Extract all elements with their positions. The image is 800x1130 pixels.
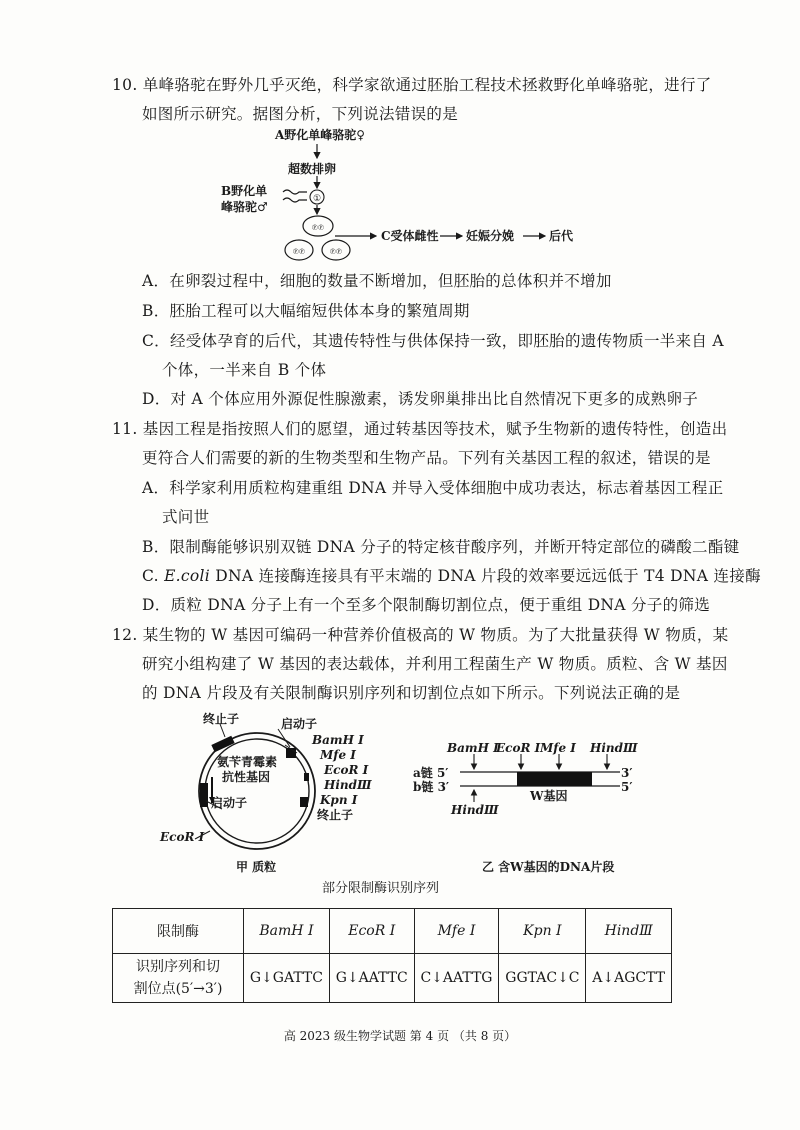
header-mfei: Mfe Ⅰ xyxy=(414,909,499,954)
fig-male-label-1: B野化单 xyxy=(221,184,268,198)
q12-stem-line1: 12. 某生物的 W 基因可编码一种营养价值极高的 W 物质。为了大批量获得 W 物质，某 xyxy=(112,626,729,644)
terminator-top-block xyxy=(211,736,234,753)
frag-a-chain: a链 5′ xyxy=(413,766,449,780)
terminator-bottom-block xyxy=(300,797,308,807)
fig-pregnancy-label: 妊娠分娩 xyxy=(466,229,515,243)
plasmid-amp-line1: 氨苄青霉素 xyxy=(217,755,278,769)
table-title: 部分限制酶识别序列 xyxy=(322,881,440,896)
seq-bamhi: G↓GATTC xyxy=(244,954,330,1003)
q10-option-c-line2: 个体，一半来自 B 个体 xyxy=(162,361,327,379)
step1-label: ① xyxy=(312,194,322,204)
seq-mfei: C↓AATTG xyxy=(414,954,499,1003)
q10-diagram-svg xyxy=(0,0,800,280)
frag-b-end: 5′ xyxy=(621,780,633,794)
q10-option-b: B．胚胎工程可以大幅缩短供体本身的繁殖周期 xyxy=(142,302,470,320)
header-kpni: Kpn Ⅰ xyxy=(499,909,586,954)
header-hindiii: HindⅢ xyxy=(586,909,672,954)
page-footer: 高 2023 级生物学试题 第 4 页 （共 8 页） xyxy=(283,1029,517,1043)
q11-option-a-line1: A．科学家利用质粒构建重组 DNA 并导入受体细胞中成功表达，标志着基因工程正 xyxy=(142,479,724,497)
frag-caption: 乙 含W基因的DNA片段 xyxy=(482,860,615,874)
plasmid-bamhi: BamH Ⅰ xyxy=(312,733,364,747)
ecoli-italic: E.coli xyxy=(164,567,211,585)
plasmid-mfei: Mfe Ⅰ xyxy=(320,748,356,762)
q10-stem-line1: 10. 单峰骆驼在野外几乎灭绝，科学家欲通过胚胎工程技术拯救野化单峰骆驼，进行了 xyxy=(112,76,712,94)
svg-text:℗℗: ℗℗ xyxy=(311,223,325,232)
q10-option-a: A．在卵裂过程中，细胞的数量不断增加，但胚胎的总体积并不增加 xyxy=(142,272,612,290)
q12-stem-line3: 的 DNA 片段及有关限制酶识别序列和切割位点如下所示。下列说法正确的是 xyxy=(142,684,681,702)
frag-gene-label: W基因 xyxy=(530,789,568,803)
plasmid-terminator-top: 终止子 xyxy=(203,712,240,726)
row-label: 识别序列和切 割位点(5′→3′) xyxy=(113,954,244,1003)
plasmid-caption: 甲 质粒 xyxy=(236,860,277,874)
svg-text:℗℗: ℗℗ xyxy=(292,247,306,256)
frag-hindiii-top: HindⅢ xyxy=(590,741,638,755)
q11-stem-line1: 11. 基因工程是指按照人们的愿望，通过转基因等技术，赋予生物新的遗传特性，创造出 xyxy=(112,420,728,438)
frag-hindiii-bottom: HindⅢ xyxy=(451,803,499,817)
plasmid-kpni: Kpn Ⅰ xyxy=(320,793,358,807)
plasmid-hindiii: HindⅢ xyxy=(324,778,372,792)
fig-offspring-label: 后代 xyxy=(549,229,574,243)
fig-recipient-label: C受体雌性 xyxy=(381,229,439,243)
plasmid-terminator-bottom: 终止子 xyxy=(317,808,354,822)
plasmid-ecori-bottom: EcoR Ⅰ xyxy=(160,830,205,844)
frag-b-chain: b链 3′ xyxy=(413,780,450,794)
table-header-row xyxy=(113,909,672,954)
sperm-2 xyxy=(283,198,307,202)
enzyme-table xyxy=(112,908,672,1003)
frag-bamhi: BamH Ⅰ xyxy=(447,741,499,755)
svg-text:℗℗: ℗℗ xyxy=(329,247,343,256)
q11-option-a-line2: 式问世 xyxy=(162,508,210,526)
table-sequence-row xyxy=(113,954,672,1003)
plasmid-amp-line2: 抗性基因 xyxy=(222,770,271,784)
plasmid-promoter-left: 启动子 xyxy=(211,796,248,810)
q11-option-c: C. E.coli DNA 连接酶连接具有平末端的 DNA 片段的效率要远远低于 T4 DNA 连接酶 xyxy=(142,567,761,585)
q10-option-d: D．对 A 个体应用外源促性腺激素，诱发卵巢排出比自然情况下更多的成熟卵子 xyxy=(142,390,699,408)
header-ecori: EcoR Ⅰ xyxy=(329,909,414,954)
fig-female-label: A野化单峰骆驼♀ xyxy=(275,128,366,142)
header-bamhi: BamH Ⅰ xyxy=(244,909,330,954)
fig-superovulation-label: 超数排卵 xyxy=(288,162,337,176)
plasmid-ecori: EcoR Ⅰ xyxy=(324,763,369,777)
fig-male-label-2: 峰骆驼♂ xyxy=(221,200,268,214)
promoter-left-block xyxy=(200,783,208,807)
hind-block xyxy=(304,773,309,781)
q10-stem-line2: 如图所示研究。据图分析，下列说法错误的是 xyxy=(142,105,459,123)
seq-ecori: G↓AATTC xyxy=(329,954,414,1003)
frag-mfei: Mfe Ⅰ xyxy=(540,741,576,755)
sperm-1 xyxy=(283,190,307,194)
q12-stem-line2: 研究小组构建了 W 基因的表达载体，并利用工程菌生产 W 物质。质粒、含 W 基因 xyxy=(142,655,728,673)
plasmid-promoter-top: 启动子 xyxy=(281,717,318,731)
seq-kpni: GGTAC↓C xyxy=(499,954,586,1003)
seq-hindiii: A↓AGCTT xyxy=(586,954,672,1003)
q11-option-d: D．质粒 DNA 分子上有一个至多个限制酶切割位点，便于重组 DNA 分子的筛选 xyxy=(142,596,711,614)
frag-a-end: 3′ xyxy=(621,766,633,780)
q10-option-c-line1: C．经受体孕育的后代，其遗传特性与供体保持一致，即胚胎的遗传物质一半来自 A xyxy=(142,332,724,350)
q11-option-b: B．限制酶能够识别双链 DNA 分子的特定核苷酸序列，并断开特定部位的磷酸二酯键 xyxy=(142,538,740,556)
w-gene-block xyxy=(517,772,592,786)
frag-ecori: EcoR Ⅰ xyxy=(496,741,541,755)
header-enzyme: 限制酶 xyxy=(113,909,244,954)
q11-stem-line2: 更符合人们需要的新的生物类型和生物产品。下列有关基因工程的叙述，错误的是 xyxy=(142,449,711,467)
